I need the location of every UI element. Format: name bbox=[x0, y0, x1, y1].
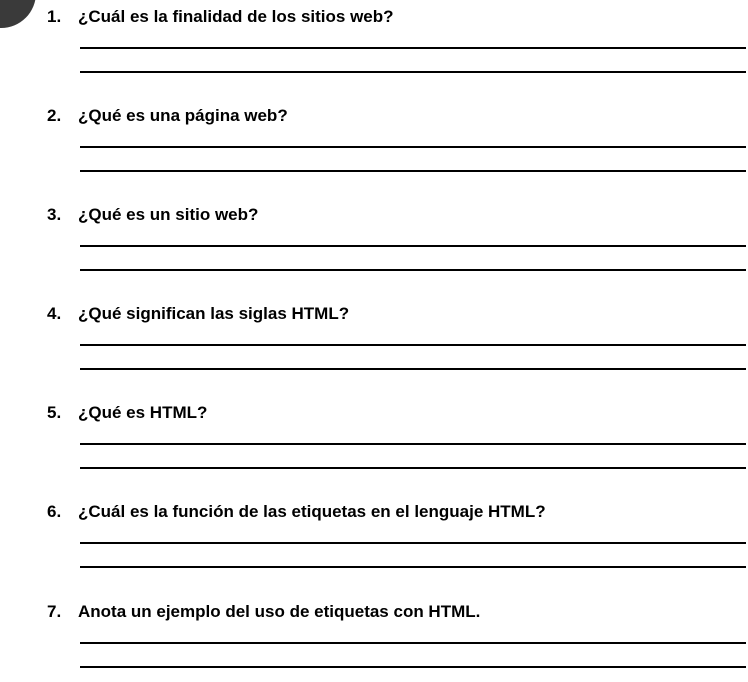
question-number: 4. bbox=[47, 304, 62, 323]
question-number: 2. bbox=[47, 106, 62, 125]
question-label: ¿Qué es un sitio web? bbox=[78, 205, 259, 224]
question-text bbox=[47, 403, 207, 423]
answer-line[interactable] bbox=[80, 344, 746, 346]
answer-line[interactable] bbox=[80, 542, 746, 544]
question-text bbox=[47, 106, 288, 126]
question-1 bbox=[0, 7, 748, 87]
question-label: Anota un ejemplo del uso de etiquetas con HTML. bbox=[78, 602, 481, 621]
answer-line[interactable] bbox=[80, 467, 746, 469]
answer-line[interactable] bbox=[80, 368, 746, 370]
question-number: 5. bbox=[47, 403, 62, 422]
answer-line[interactable] bbox=[80, 71, 746, 73]
question-label: ¿Cuál es la función de las etiquetas en el lenguaje HTML? bbox=[78, 502, 546, 521]
question-text bbox=[47, 304, 349, 324]
answer-line[interactable] bbox=[80, 269, 746, 271]
question-2 bbox=[0, 106, 748, 186]
answer-line[interactable] bbox=[80, 47, 746, 49]
answer-line[interactable] bbox=[80, 443, 746, 445]
answer-line[interactable] bbox=[80, 642, 746, 644]
question-number: 7. bbox=[47, 602, 62, 621]
question-label: ¿Qué es una página web? bbox=[78, 106, 288, 125]
question-text bbox=[47, 7, 394, 27]
answer-line[interactable] bbox=[80, 566, 746, 568]
question-number: 1. bbox=[47, 7, 62, 26]
question-text bbox=[47, 602, 480, 622]
question-3 bbox=[0, 205, 748, 285]
question-5 bbox=[0, 403, 748, 483]
question-6 bbox=[0, 502, 748, 582]
question-text bbox=[47, 502, 546, 522]
answer-line[interactable] bbox=[80, 170, 746, 172]
answer-line[interactable] bbox=[80, 146, 746, 148]
question-label: ¿Qué significan las siglas HTML? bbox=[78, 304, 350, 323]
answer-line[interactable] bbox=[80, 666, 746, 668]
question-text bbox=[47, 205, 258, 225]
question-label: ¿Cuál es la finalidad de los sitios web? bbox=[78, 7, 394, 26]
question-number: 6. bbox=[47, 502, 62, 521]
question-label: ¿Qué es HTML? bbox=[78, 403, 208, 422]
answer-line[interactable] bbox=[80, 245, 746, 247]
question-4 bbox=[0, 304, 748, 384]
question-number: 3. bbox=[47, 205, 62, 224]
question-7 bbox=[0, 602, 748, 682]
